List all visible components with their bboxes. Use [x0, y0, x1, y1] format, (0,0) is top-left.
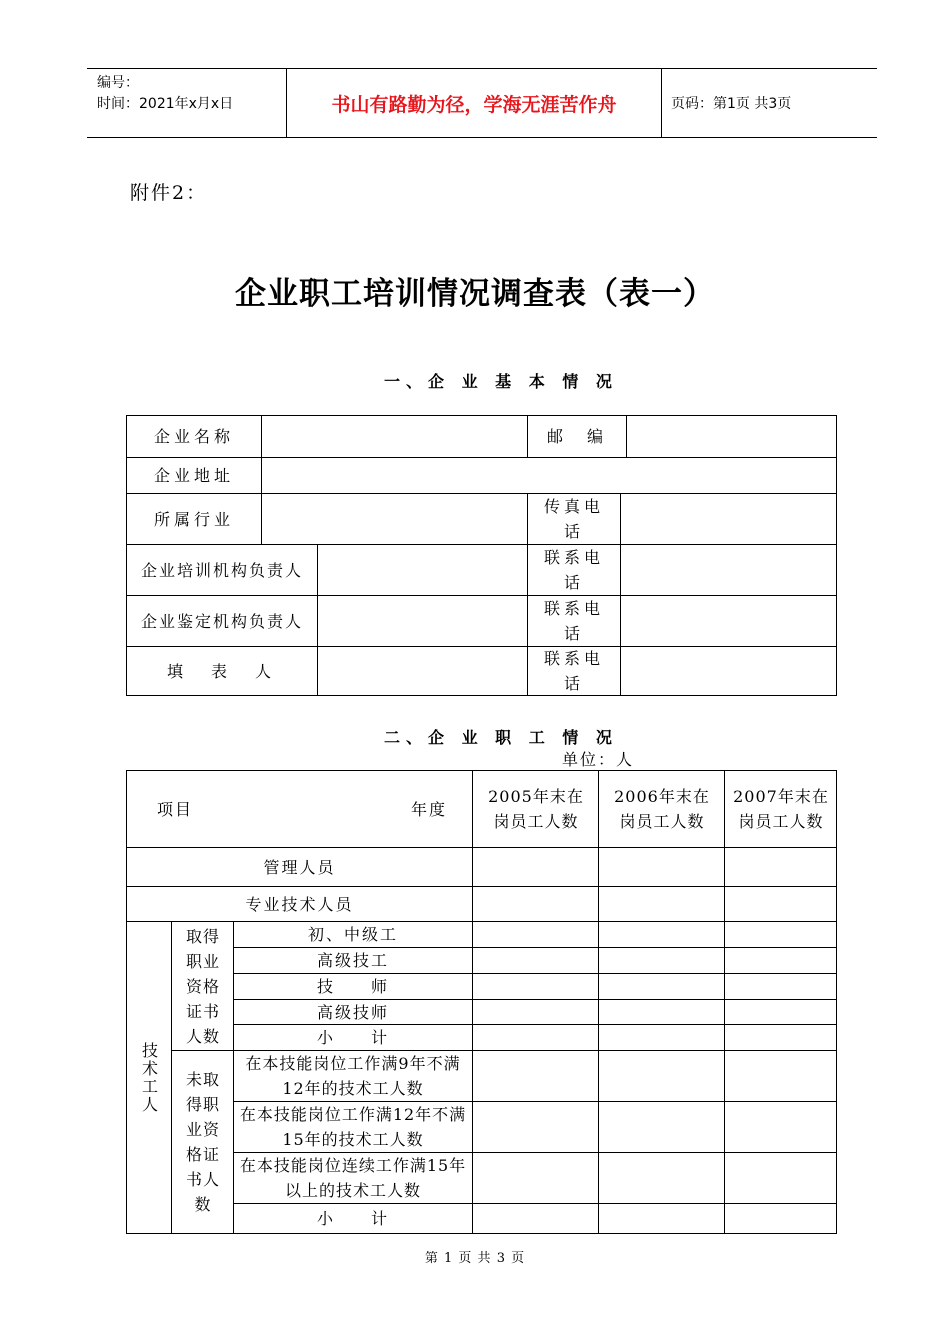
uncert-row-15-plus: 在本技能岗位连续工作满15年以上的技术工人数	[239, 1156, 467, 1200]
tech-workers-label: 技术工人	[139, 1041, 159, 1114]
phone-field-3[interactable]	[621, 647, 836, 695]
fax-label: 传真电话	[543, 497, 604, 541]
col-2005: 2005年末在岗员工人数	[488, 787, 584, 831]
col-2006: 2006年末在岗员工人数	[614, 787, 710, 831]
basic-info-table	[126, 415, 837, 696]
phone-field-1[interactable]	[621, 545, 836, 595]
uncert-row-9-12: 在本技能岗位工作满9年不满12年的技术工人数	[245, 1054, 461, 1098]
col-year-label: 年度	[410, 799, 447, 819]
training-head-field[interactable]	[318, 545, 527, 595]
phone-label-1: 联系电话	[543, 548, 604, 592]
address-field[interactable]	[262, 458, 836, 493]
col-2007: 2007年末在岗员工人数	[733, 787, 829, 831]
appraisal-head-label: 企业鉴定机构负责人	[140, 611, 303, 631]
section-heading-basic: 一、企 业 基 本 情 况	[384, 372, 618, 391]
phone-label-2: 联系电话	[543, 599, 604, 643]
uncert-row-subtotal: 小 计	[316, 1209, 389, 1228]
attachment-label: 附件2：	[130, 182, 208, 204]
motto-cell	[287, 69, 662, 137]
section-heading-staff: 二、企 业 职 工 情 况	[384, 728, 618, 747]
industry-field[interactable]	[262, 494, 527, 544]
company-name-label: 企业名称	[153, 427, 234, 446]
address-label: 企业地址	[153, 466, 234, 485]
serial-label: 编号：	[97, 75, 139, 91]
staff-table	[126, 770, 837, 1234]
industry-label: 所属行业	[153, 509, 234, 529]
page-header	[87, 68, 877, 138]
uncertified-label: 未取得职业资格证书人数	[185, 1070, 220, 1214]
doc-meta	[87, 69, 287, 137]
cert-row-senior-worker: 高级技工	[316, 951, 389, 970]
col-item-label: 项目	[156, 799, 193, 819]
cert-row-senior-technician: 高级技师	[316, 1002, 389, 1022]
motto: 书山有路勤为径，学海无涯苦作舟	[331, 93, 617, 116]
company-name-field[interactable]	[262, 416, 527, 457]
filler-field[interactable]	[318, 647, 527, 695]
page-number: 页码：第1页 共3页	[671, 96, 792, 112]
time-label: 时间：2021年x月x日	[97, 96, 234, 112]
page-title: 企业职工培训情况调查表（表一）	[235, 276, 715, 312]
postcode-label: 邮 编	[546, 427, 607, 446]
certified-label: 取得职业资格证书人数	[185, 926, 220, 1046]
fax-field[interactable]	[621, 494, 836, 544]
phone-label-3: 联系电话	[543, 649, 604, 693]
training-head-label: 企业培训机构负责人	[140, 560, 303, 580]
cert-row-subtotal: 小 计	[316, 1028, 389, 1047]
postcode-field[interactable]	[627, 416, 836, 457]
phone-field-2[interactable]	[621, 596, 836, 646]
appraisal-head-field[interactable]	[318, 596, 527, 646]
page-footer: 第 1 页 共 3 页	[424, 1251, 526, 1266]
row-professional: 专业技术人员	[245, 894, 354, 914]
uncert-row-12-15: 在本技能岗位工作满12年不满15年的技术工人数	[239, 1105, 467, 1149]
unit-label: 单位：人	[562, 750, 635, 769]
cert-row-junior: 初、中级工	[307, 925, 398, 944]
cert-row-technician: 技 师	[316, 977, 389, 996]
filler-label: 填 表 人	[166, 661, 277, 681]
row-management: 管理人员	[263, 857, 336, 877]
